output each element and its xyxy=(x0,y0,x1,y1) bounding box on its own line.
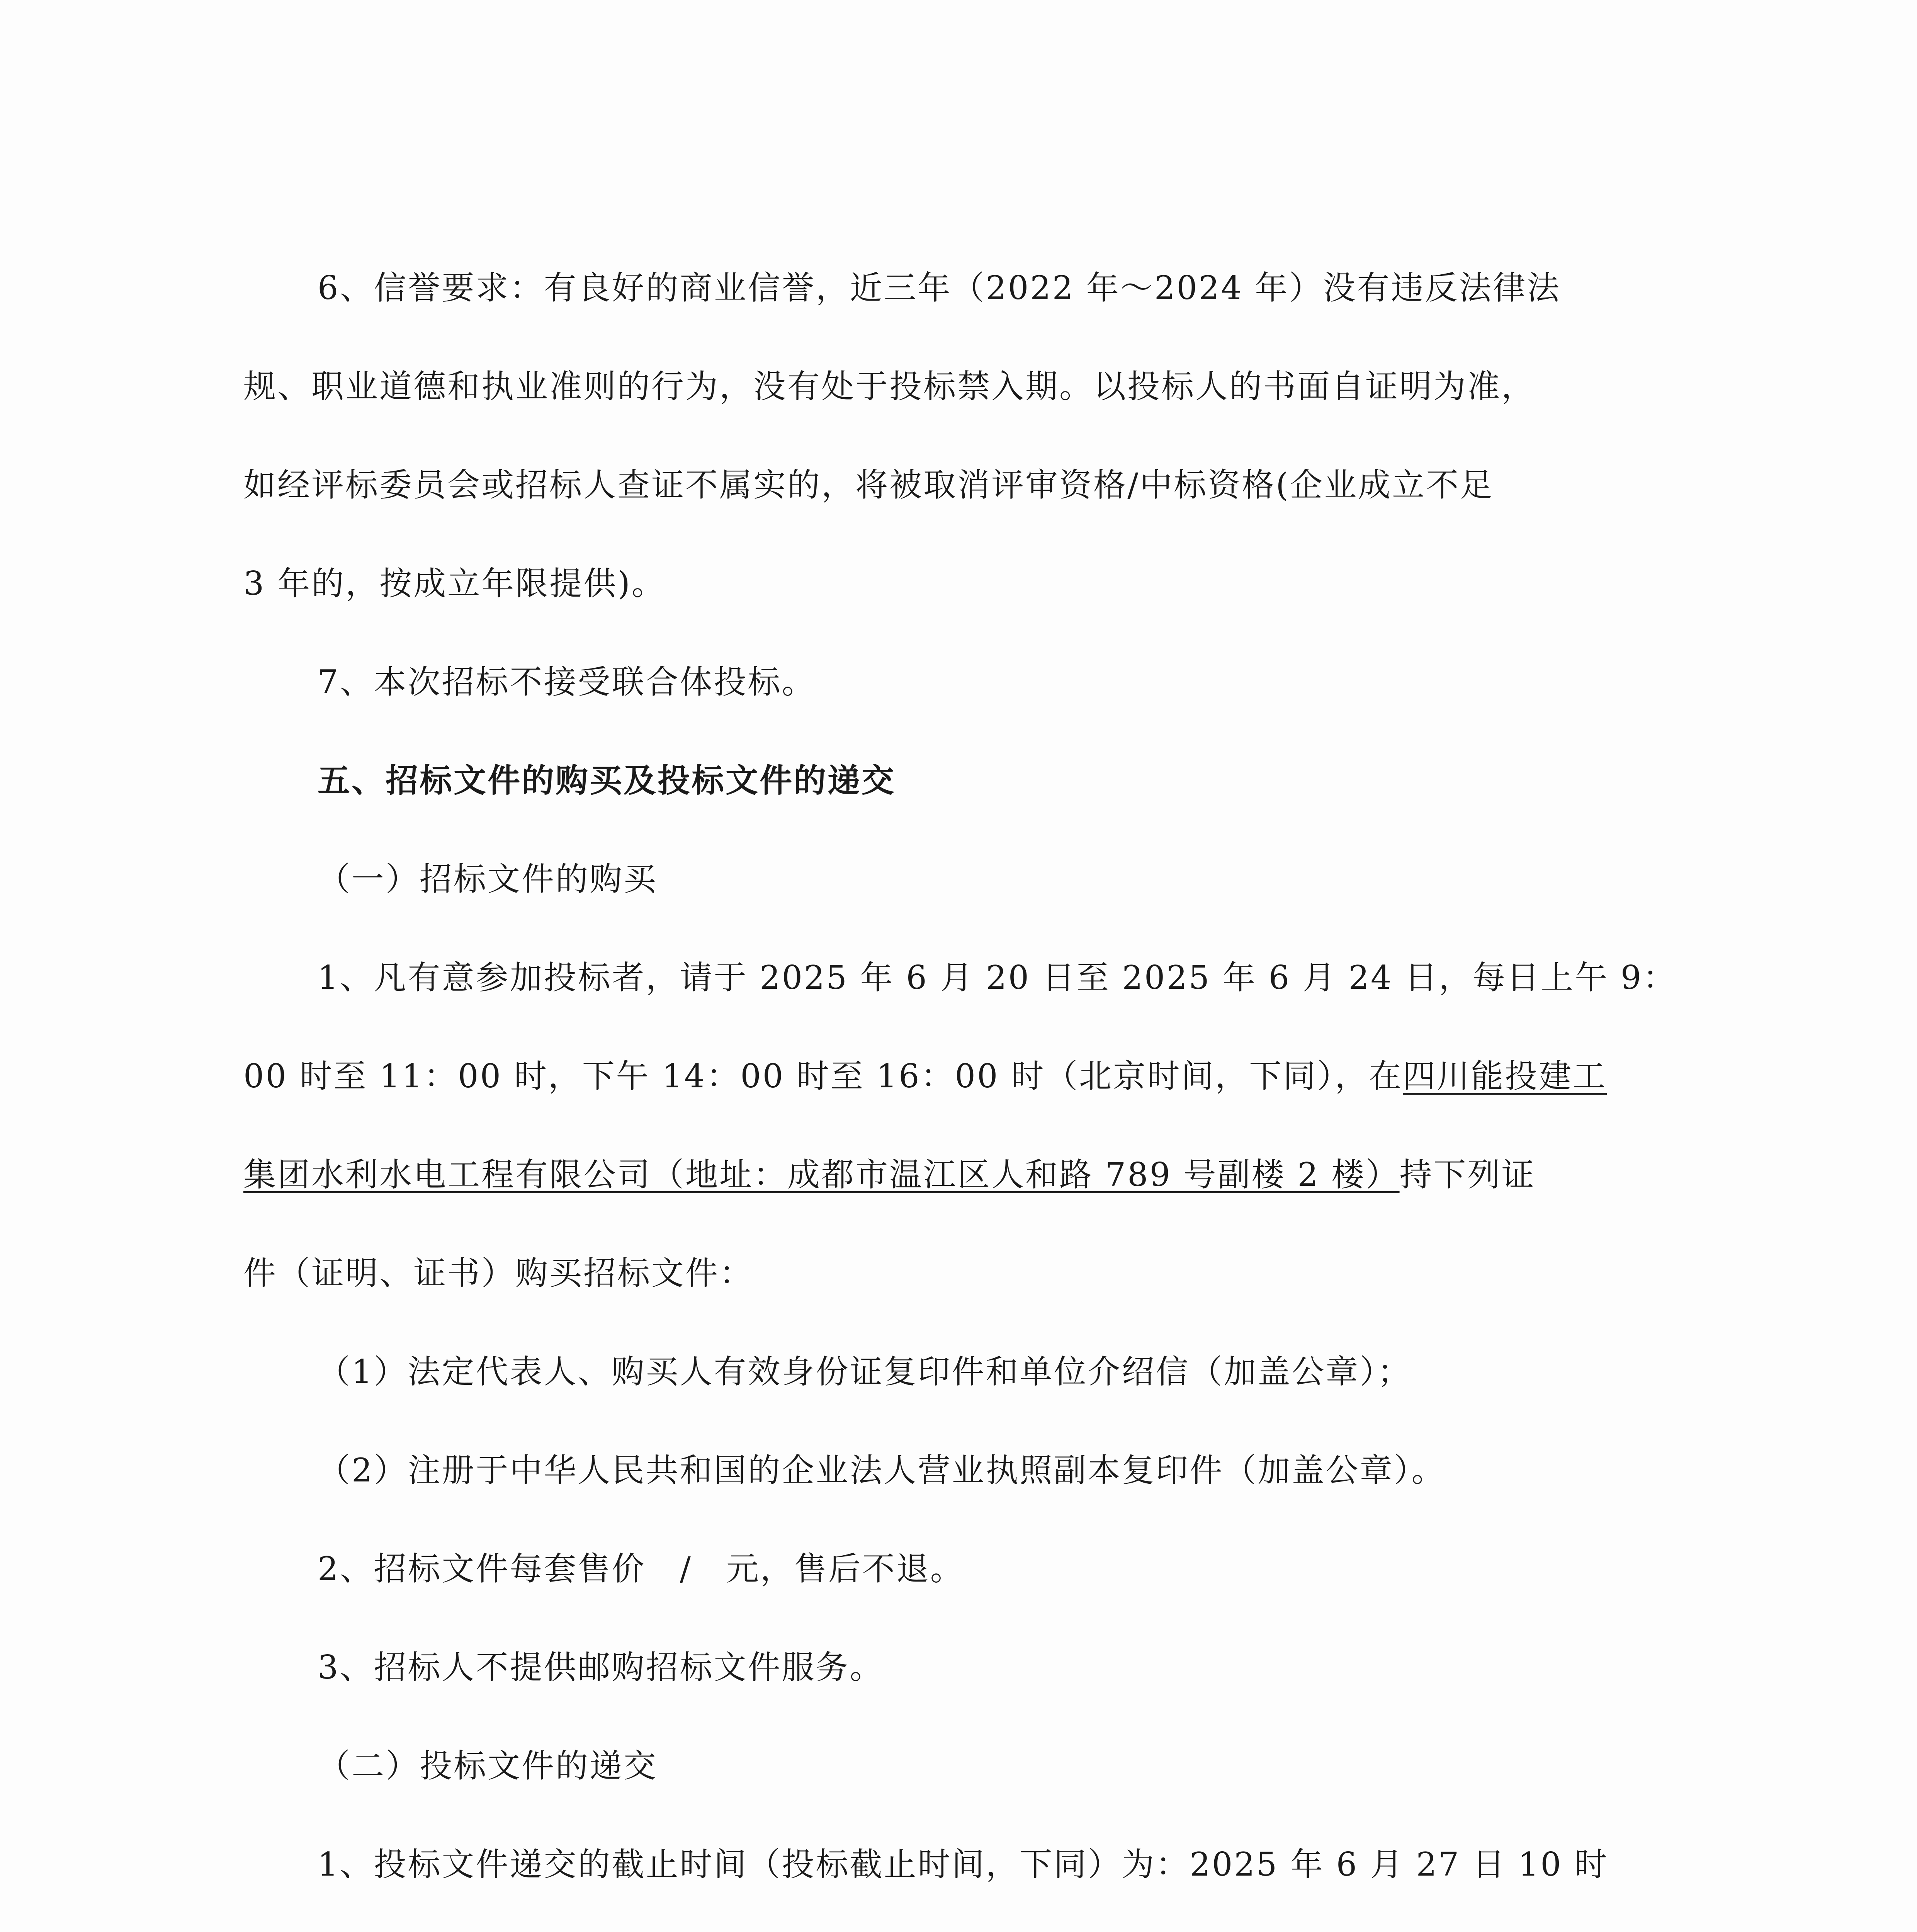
purchase-heading: （一）招标文件的购买 xyxy=(318,860,658,898)
purchase-item2: 2、招标文件每套售价 / 元，售后不退。 xyxy=(318,1550,964,1588)
purchase-item1-line3 xyxy=(243,1155,1536,1194)
purchase-item1-line4: 件（证明、证书）购买招标文件： xyxy=(243,1254,754,1292)
item6-line2: 规、职业道德和执业准则的行为，没有处于投标禁入期。以投标人的书面自证明为准， xyxy=(243,367,1536,405)
item7: 7、本次招标不接受联合体投标。 xyxy=(318,663,816,701)
purchase-location-underlined-2: 集团水利水电工程有限公司（地址：成都市温江区人和路 789 号副楼 2 楼） xyxy=(243,1156,1400,1194)
purchase-item1-line2 xyxy=(243,1057,1607,1095)
submit-item1-line1: 1、投标文件递交的截止时间（投标截止时间，下同）为：2025 年 6 月 27 日 10 时 xyxy=(318,1845,1609,1883)
purchase-sub2: （2）注册于中华人民共和国的企业法人营业执照副本复印件（加盖公章）。 xyxy=(318,1451,1446,1489)
purchase-sub1: （1）法定代表人、购买人有效身份证复印件和单位介绍信（加盖公章）； xyxy=(318,1353,1412,1391)
purchase-item1-line2-text: 00 时至 11：00 时，下午 14：00 时至 16：00 时（北京时间，下同），在 xyxy=(243,1057,1403,1095)
section5-heading: 五、招标文件的购买及投标文件的递交 xyxy=(318,762,896,799)
purchase-item1-line3-text: 持下列证 xyxy=(1399,1156,1536,1194)
purchase-item3: 3、招标人不提供邮购招标文件服务。 xyxy=(318,1648,884,1686)
item6-line3: 如经评标委员会或招标人查证不属实的，将被取消评审资格/中标资格(企业成立不足 xyxy=(243,466,1494,504)
purchase-location-underlined-1: 四川能投建工 xyxy=(1403,1057,1607,1095)
item6-line1: 6、信誉要求：有良好的商业信誉，近三年（2022 年～2024 年）没有违反法律法 xyxy=(318,269,1561,307)
purchase-item1-line1: 1、凡有意参加投标者，请于 2025 年 6 月 20 日至 2025 年 6 月 24 日，每日上午 9： xyxy=(318,959,1677,997)
submit-heading: （二）投标文件的递交 xyxy=(318,1747,658,1785)
item6-line4: 3 年的，按成立年限提供)。 xyxy=(243,565,666,602)
